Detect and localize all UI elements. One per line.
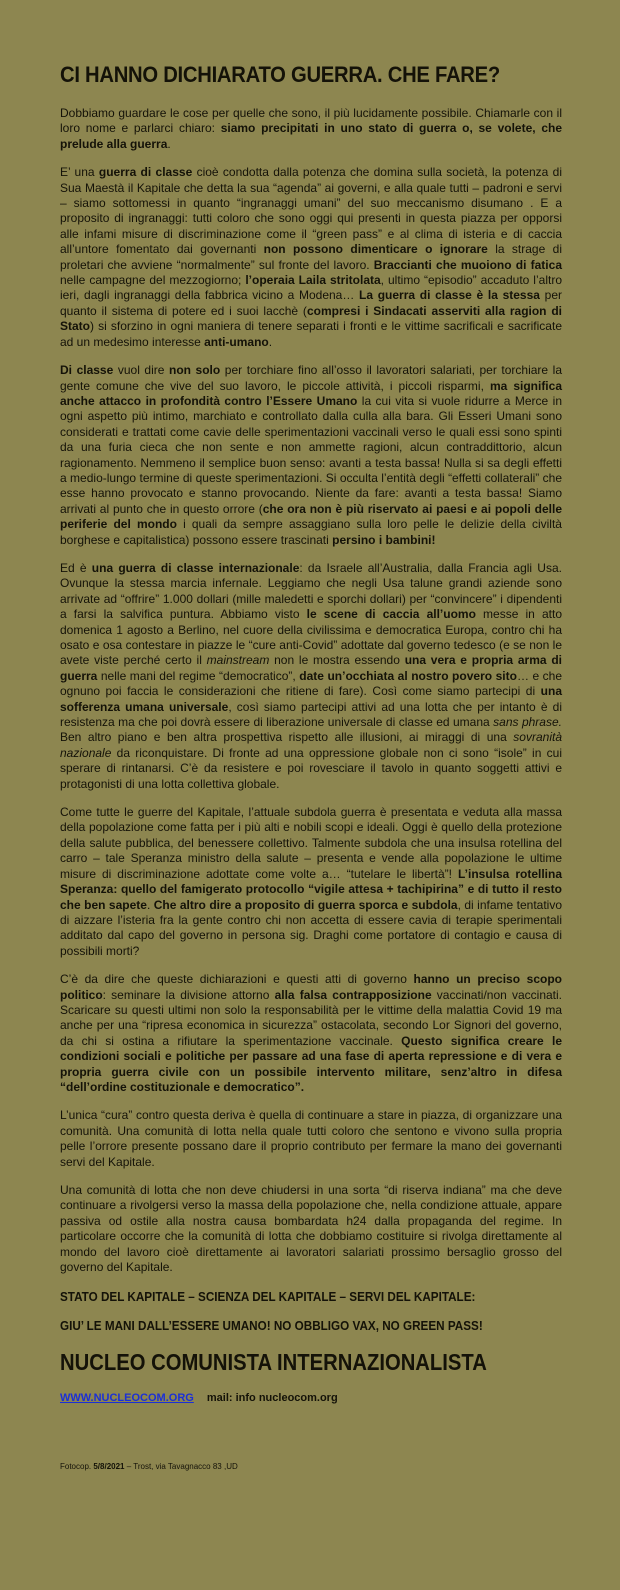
paragraph — [60, 106, 562, 152]
organization-name: NUCLEO COMUNISTA INTERNAZIONALISTA — [60, 1349, 487, 1376]
bold-text: ma significa anche attacco in profondità contro l’Essere Umano — [60, 378, 562, 408]
text-run: Come tutte le guerre del Kapitale, l’attuale subdola guerra è presentata e veduta alla massa della popolazione come fatta per i più alti e nobili scopi e ideali. Oggi è quello della protezione della salute pubblica, del benessere collettivo. Talmente subdola che una insulsa rotellina del carro – tale Speranza ministro della salute – presenta e vende alla popolazione le ultime misure di discriminazione adottate come volte a… “tutelare le libertà”! — [60, 805, 562, 881]
contact-line — [60, 1392, 562, 1404]
text-run: i quali da sempre assaggiano sulla loro pelle le delizie della civiltà borghese e capitalistica) possono essere trascinati — [60, 517, 562, 547]
bold-text: Questo significa creare le condizioni sociali e politiche per passare ad una fase di aperta repressione e di vera e propria guerra civile con un possibile intervento militare, senz’altro in difesa “dell’ordine costituzionale e democratico”. — [60, 1033, 562, 1094]
bold-text: date un’occhiata al nostro povero sito — [299, 668, 517, 683]
article-body — [60, 106, 562, 1275]
bold-text: una vera e propria arma di guerra — [60, 653, 563, 683]
bold-text: una sofferenza umana universale — [60, 684, 562, 714]
bold-text: non solo — [169, 363, 221, 378]
italic-text: sans phrase. — [493, 715, 562, 730]
text-run: nelle campagne del mezzogiorno; — [60, 273, 246, 288]
paragraph — [60, 561, 562, 792]
bold-text: siamo precipitati in uno stato di guerra o, se volete, che prelude alla guerra — [60, 121, 562, 151]
bold-text: Di classe — [60, 363, 114, 378]
text-run: Ed è — [60, 560, 92, 575]
text-run: . — [268, 334, 273, 349]
bold-text: una guerra di classe internazionale — [91, 560, 300, 575]
italic-text: sovranità nazionale — [60, 730, 562, 760]
text-run: per quanto il sistema di potere ed i suoi lacchè ( — [60, 288, 562, 318]
bold-text: alla falsa contrapposizione — [274, 987, 432, 1002]
bold-text: Braccianti che muoiono di fatica — [373, 257, 562, 272]
paragraph — [60, 972, 562, 1095]
text-run: , così siamo partecipi attivi ad una lotta che per intanto è di resistenza ma che poi dovrà essere di liberazione universale di classe ed umana — [60, 699, 562, 730]
text-run: nelle mani del regime “democratico”, — [97, 668, 300, 683]
text-run: L’unica “cura” contro questa deriva è quella di continuare a stare in piazza, di organizzare una comunità. Una comunità di lotta nella quale tutti coloro che sentono e vivono sulla propria pelle l’orrore presente possano dare il proprio contributo per fermare la mano dei governanti servi del Kapitale. — [60, 1108, 562, 1169]
text-run: : seminare la divisione attorno — [102, 987, 275, 1002]
text-run: . — [167, 136, 171, 151]
footer-note — [60, 1462, 562, 1471]
bold-text: guerra di classe — [98, 165, 193, 180]
text-run: la strage di proletari che avviene “normalmente” sul fronte del lavoro. — [60, 242, 562, 272]
bold-text: compresi i Sindacati asserviti alla ragion di Stato — [60, 303, 563, 334]
text-run: ) si sforzino in ogni maniera di tenere separati i fronti e le vittime sacrificali e sacrificate ad un medesimo interesse — [60, 319, 562, 349]
paragraph — [60, 363, 562, 548]
bold-text: l’operaia Laila stritolata — [245, 273, 381, 288]
bold-text: persino i bambini! — [332, 532, 436, 547]
footer-date: 5/8/2021 — [93, 1462, 125, 1472]
text-run: vuol dire — [113, 363, 169, 378]
text-run: E’ una — [60, 165, 99, 180]
text-run: Ben altro piano e ben altra prospettiva rispetto alle illusioni, ai miraggi di una — [60, 730, 514, 745]
bold-text: le scene di caccia all’uomo — [306, 607, 476, 622]
text-run: Dobbiamo guardare le cose per quelle che sono, il più lucidamente possibile. Chiamarle con il loro nome e parlarci chiaro: — [60, 106, 562, 136]
bold-text: Che altro dire a proposito di guerra sporca e subdola — [153, 897, 458, 912]
text-run: cioè condotta dalla potenza che domina sulla società, la potenza di Sua Maestà il Kapitale che detta la sua “agenda” ai governi, e alla quale tutti – padroni e servi – siamo sottomessi in quanto “ingranaggi umani” del suo meccanismo disumano . E a proposito di ingranaggi: tutti coloro che sono oggi qui presenti in questa piazza per opporsi alle infami misure di discriminazione come il “green pass” e al clima di isteria e di caccia all’untore fomentato dai governanti — [60, 165, 562, 257]
text-run: vaccinati/non vaccinati. Scaricare su questi ultimi non solo la responsabilità per le vittime della malattia Covid 19 ma anche per una “ripresa economica in sicurezza” ostacolata, secondo Lor Signori del governo, da chi si ostina a rifiutare la sperimentazione vaccinale. — [60, 987, 563, 1048]
bold-text: L’insulsa rotellina Speranza: quello del famigerato protocollo “vigile attesa + tachipirina” e di tutto il resto che ben sapete — [60, 866, 562, 912]
italic-text: mainstream — [206, 653, 270, 668]
bold-text: anti-umano — [204, 334, 269, 349]
paragraph — [60, 805, 562, 959]
bold-text: che ora non è più riservato ai paesi e ai popoli delle periferie del mondo — [60, 501, 562, 532]
text-run: Una comunità di lotta che non deve chiudersi in una sorta “di riserva indiana” ma che deve continuare a rivolgersi verso la massa della popolazione che, nella condizione attuale, appare passiva od ostile alla nostra causa bombardata h24 dalla propaganda del regime. In particolare occorre che la comunità di lotta che dobbiamo costituire si rivolga direttamente al mondo del lavoro cioè direttamente ai lavoratori salariati prossimo bersaglio grosso del governo del Kapitale. — [60, 1183, 562, 1275]
bold-text: La guerra di classe è la stessa — [359, 288, 540, 303]
website-link[interactable]: WWW.NUCLEOCOM.ORG — [60, 1392, 194, 1405]
text-run: da riconquistare. Di fronte ad una oppressione globale non ci sono “isole” in cui sperare di rintanarsi. C’è da resistere e poi rovesciare il tavolo in quanto soggetti attivi e protagonisti di una lotta collettiva globale. — [60, 745, 562, 791]
paragraph — [60, 165, 562, 350]
slogan-line-2: GIU’ LE MANI DALL’ESSERE UMANO! NO OBBLIGO VAX, NO GREEN PASS! — [60, 1318, 483, 1334]
paragraph — [60, 1183, 562, 1275]
footer-prefix: Fotocop. — [60, 1462, 94, 1472]
footer-address: – Trost, via Tavagnacco 83 ,UD — [124, 1462, 238, 1472]
text-run: , ultimo “episodio” accaduto l’altro ieri, dagli ingranaggi della fabbrica vicino a Modena… — [60, 273, 562, 303]
text-run: , di infame tentativo di aizzare l’isteria fra la gente contro chi non accetta di essere cavia di terapie sperimentali additato dal capo del governo in persona sig. Draghi come portatore di contagio e causa di possibili morti? — [60, 897, 563, 958]
text-run: . — [146, 897, 154, 912]
text-run: … e che ognuno poi faccia le considerazioni che ritiene di fare). Così come siamo partecipi di — [60, 668, 563, 699]
text-run: C’è da dire che queste dichiarazioni e questi atti di governo — [60, 972, 414, 987]
bold-text: non possono dimenticare o ignorare — [263, 242, 488, 257]
slogan-line-1: STATO DEL KAPITALE – SCIENZA DEL KAPITALE – SERVI DEL KAPITALE: — [60, 1289, 476, 1305]
bold-text: hanno un preciso scopo politico — [60, 972, 562, 1002]
page-title: CI HANNO DICHIARATO GUERRA. CHE FARE? — [60, 62, 500, 87]
text-run: non le mostra essendo — [269, 653, 405, 668]
text-run: : da Israele all’Australia, dalla Francia agli Usa. Ovunque la stessa marcia infernale. Leggiamo che negli Usa talune grandi aziende sono arrivate ad “offrire” 1.000 dollari (mille maledetti e sporchi dollari) per “convincere” i dipendenti a farsi la salvifica puntura. Abbiamo visto — [60, 560, 562, 622]
text-run: messe in atto domenica 1 agosto a Berlino, nel cuore della civilissima e democratica Europa, contro chi ha osato e osa contestare in piazze le “cure anti-Covid” adottate dal governo tedesco (e se non le avete viste perché certo il — [60, 607, 563, 668]
mail-address: mail: info nucleocom.org — [206, 1392, 338, 1405]
text-run: la cui vita si vuole ridurre a Merce in ogni aspetto più intimo, marchiato e controllato dalla culla alla bara. Gli Esseri Umani sono considerati e trattati come cavie delle sperimentazioni vaccinali verso le quali essi sono spinti da una furia cieca che non sente e non ammette ragioni, alcun contraddittorio, alcun ragionamento. Nemmeno il semplice buon senso: avanti a testa bassa! Nulla si sa degli effetti a medio-lungo termine di queste sperimentazioni. Si occulta l’entità degli “effetti collaterali” che esse hanno provocato e stanno provocando. Niente da fare: avanti a testa bassa! Siamo arrivati al punto che in questo orrore ( — [60, 393, 562, 516]
text-run: per torchiare fino all’osso il lavoratori salariati, per torchiare la gente comune che vive del suo lavoro, le piccole attività, i piccoli risparmi, — [60, 363, 563, 393]
paragraph — [60, 1108, 562, 1170]
